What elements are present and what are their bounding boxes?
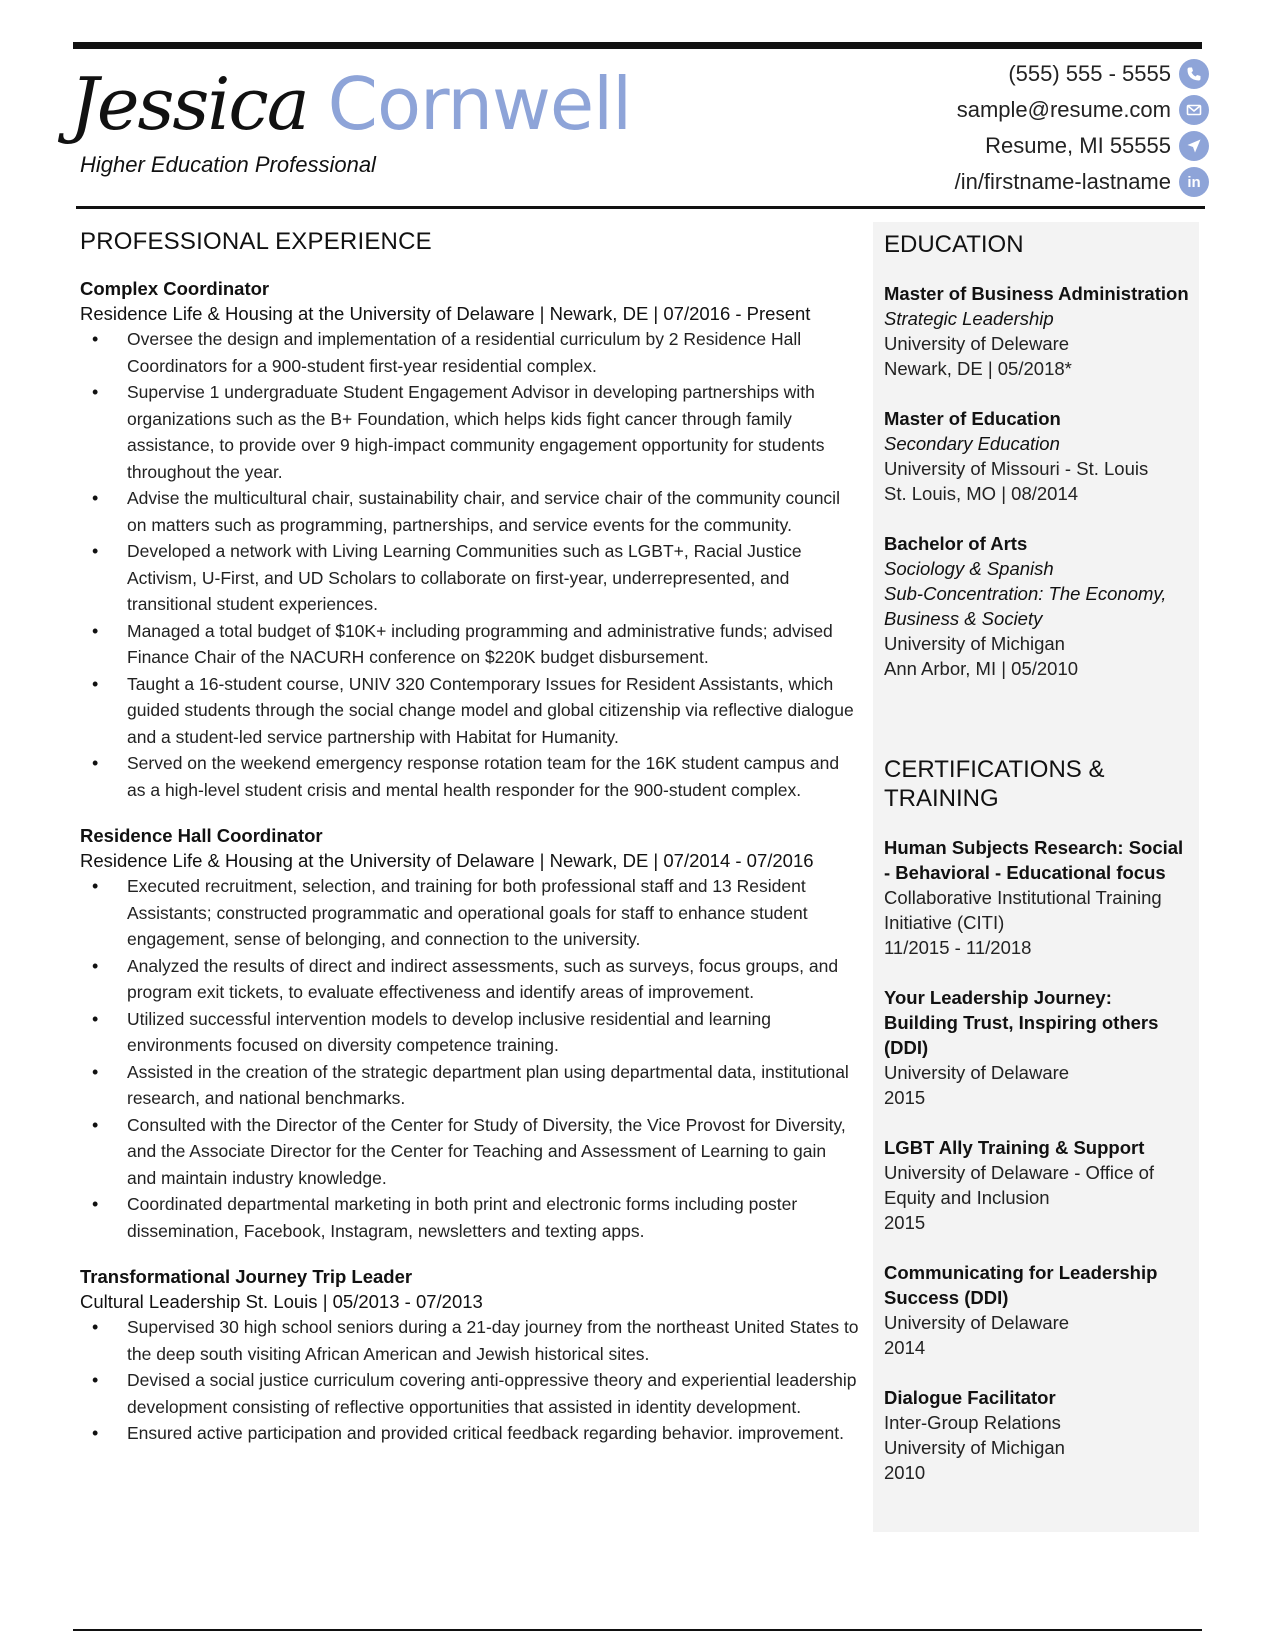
degree-sub-concentration: Sub-Concentration: The Economy, Business & Society <box>884 583 1167 629</box>
bullet-item: • Analyzed the results of direct and indirect assessments, such as surveys, focus groups, and program exit tickets, to evaluate effectiveness and identify areas of improvement. <box>80 953 860 1006</box>
certification-date: 2015 <box>884 1087 926 1108</box>
bullet-item: • Supervise 1 undergraduate Student Engagement Advisor in developing partnerships with organizations such as the B+ Foundation, which helps kids fight cancer through family assistance, to provide over 9 high-impact community engagement opportunity for students throughout the year. <box>80 379 860 485</box>
certification-detail: Inter-Group Relations <box>884 1412 1061 1433</box>
contact-linkedin <box>789 164 1209 200</box>
first-name: Jessica <box>70 62 308 146</box>
certification-name: LGBT Ally Training & Support <box>884 1137 1145 1158</box>
contact-location <box>789 128 1209 164</box>
bullet-item: • Advise the multicultural chair, sustainability chair, and service chair of the community council on matters such as programming, partnerships, and service events for the community. <box>80 485 860 538</box>
job-organization: Cultural Leadership St. Louis | 05/2013 - 07/2013 <box>80 1291 483 1312</box>
bullet-item: • Ensured active participation and provided critical feedback regarding behavior. improvement. <box>80 1420 860 1447</box>
school-location: St. Louis, MO | 08/2014 <box>884 483 1079 504</box>
top-rule <box>73 42 1202 49</box>
degree-focus: Sociology & Spanish <box>884 558 1054 579</box>
degree-name: Master of Education <box>884 408 1061 429</box>
professional-title: Higher Education Professional <box>80 152 376 177</box>
bullet-item: • Taught a 16-student course, UNIV 320 Contemporary Issues for Resident Assistants, which guided students through the social change model and global citizenship via reflective dialogue and a student-led service partnership with Habitat for Humanity. <box>80 671 860 751</box>
certification-name: Your Leadership Journey: Building Trust, Inspiring others (DDI) <box>884 987 1159 1058</box>
education-entry <box>884 281 1189 381</box>
full-name <box>70 62 631 147</box>
education-entry <box>884 531 1189 681</box>
bullet-item: • Served on the weekend emergency response rotation team for the 16K student campus and as a high-level student crisis and mental health responder for the 900-student complex. <box>80 750 860 803</box>
certification-name: Dialogue Facilitator <box>884 1387 1056 1408</box>
header-rule <box>76 206 1205 209</box>
location-icon <box>1179 131 1209 161</box>
bullet-item: • Devised a social justice curriculum covering anti-oppressive theory and experiential leadership development consisting of reflective opportunities that assisted in identity development. <box>80 1367 860 1420</box>
degree-name: Master of Business Administration <box>884 283 1189 304</box>
certification-entry <box>884 835 1189 960</box>
certification-detail: Collaborative Institutional Training Initiative (CITI) <box>884 887 1162 933</box>
job-title: Residence Hall Coordinator <box>80 825 323 846</box>
bullet-item: • Executed recruitment, selection, and training for both professional staff and 13 Resident Assistants; constructed programmatic and operational goals for staff to enhance student engagement, sense of belonging, and connection to the university. <box>80 873 860 953</box>
job-title: Complex Coordinator <box>80 278 270 299</box>
bullet-item: • Coordinated departmental marketing in both print and electronic forms including poster dissemination, Facebook, Instagram, newsletters and texting apps. <box>80 1191 860 1244</box>
job-bullets <box>80 326 860 803</box>
last-name: Cornwell <box>327 62 632 146</box>
bullet-item: • Consulted with the Director of the Center for Study of Diversity, the Vice Provost for Diversity, and the Associate Director for the Center for Teaching and Assessment of Learning to gain and maintain industry knowledge. <box>80 1112 860 1192</box>
sidebar <box>873 222 1199 1532</box>
name-block <box>70 62 631 147</box>
contact-info <box>789 56 1209 200</box>
certification-date: 2015 <box>884 1212 926 1233</box>
degree-focus: Secondary Education <box>884 433 1060 454</box>
school-name: University of Deleware <box>884 333 1070 354</box>
job-entry <box>80 276 860 803</box>
certification-date: 11/2015 - 11/2018 <box>884 937 1032 958</box>
linkedin-icon: in <box>1179 167 1209 197</box>
location-text: Resume, MI 55555 <box>985 133 1171 158</box>
job-entry <box>80 823 860 1244</box>
job-entry <box>80 1264 860 1447</box>
certification-entry <box>884 1385 1189 1485</box>
contact-email <box>789 92 1209 128</box>
bullet-item: • Oversee the design and implementation of a residential curriculum by 2 Residence Hall Coordinators for a 900-student first-year residential complex. <box>80 326 860 379</box>
email-icon <box>1179 95 1209 125</box>
contact-phone <box>789 56 1209 92</box>
phone-number: (555) 555 - 5555 <box>1008 61 1171 86</box>
experience-section <box>80 228 860 1467</box>
job-organization: Residence Life & Housing at the University of Delaware | Newark, DE | 07/2016 - Present <box>80 303 811 324</box>
certification-date: 2014 <box>884 1337 926 1358</box>
certification-entry <box>884 1260 1189 1360</box>
school-name: University of Missouri - St. Louis <box>884 458 1149 479</box>
job-organization: Residence Life & Housing at the University of Delaware | Newark, DE | 07/2014 - 07/2016 <box>80 850 814 871</box>
certifications-heading: CERTIFICATIONS & TRAINING <box>884 756 1105 812</box>
bullet-item: • Assisted in the creation of the strategic department plan using departmental data, institutional research, and national benchmarks. <box>80 1059 860 1112</box>
school-name: University of Michigan <box>884 633 1065 654</box>
job-title: Transformational Journey Trip Leader <box>80 1266 413 1287</box>
degree-name: Bachelor of Arts <box>884 533 1028 554</box>
experience-heading: PROFESSIONAL EXPERIENCE <box>80 228 432 255</box>
certification-detail: University of Delaware - Office of Equity and Inclusion <box>884 1162 1155 1208</box>
job-bullets <box>80 873 860 1244</box>
certification-detail: University of Michigan <box>884 1437 1065 1458</box>
phone-icon <box>1179 59 1209 89</box>
school-location: Newark, DE | 05/2018* <box>884 358 1072 379</box>
certification-detail: University of Delaware <box>884 1062 1070 1083</box>
bullet-item: • Supervised 30 high school seniors during a 21-day journey from the northeast United States to the deep south visiting African American and Jewish historical sites. <box>80 1314 860 1367</box>
certification-name: Communicating for Leadership Success (DDI) <box>884 1262 1158 1308</box>
education-heading: EDUCATION <box>884 231 1024 258</box>
certification-entry <box>884 1135 1189 1235</box>
job-bullets <box>80 1314 860 1447</box>
bottom-rule <box>73 1629 1202 1631</box>
linkedin-url[interactable]: /in/firstname-lastname <box>954 169 1171 194</box>
bullet-item: • Utilized successful intervention models to develop inclusive residential and learning environments focused on diversity competence training. <box>80 1006 860 1059</box>
certification-entry <box>884 985 1189 1110</box>
bullet-item: • Managed a total budget of $10K+ including programming and administrative funds; advised Finance Chair of the NACURH conference on $220K budget disbursement. <box>80 618 860 671</box>
school-location: Ann Arbor, MI | 05/2010 <box>884 658 1079 679</box>
degree-focus: Strategic Leadership <box>884 308 1054 329</box>
bullet-item: • Developed a network with Living Learning Communities such as LGBT+, Racial Justice Activism, U-First, and UD Scholars to collaborate on first-year, underrepresented, and transitional student experiences. <box>80 538 860 618</box>
certification-name: Human Subjects Research: Social - Behavioral - Educational focus <box>884 837 1184 883</box>
education-entry <box>884 406 1189 506</box>
certifications-section <box>884 755 1189 1485</box>
email-address[interactable]: sample@resume.com <box>956 97 1171 122</box>
certification-date: 2010 <box>884 1462 926 1483</box>
certification-detail: University of Delaware <box>884 1312 1070 1333</box>
